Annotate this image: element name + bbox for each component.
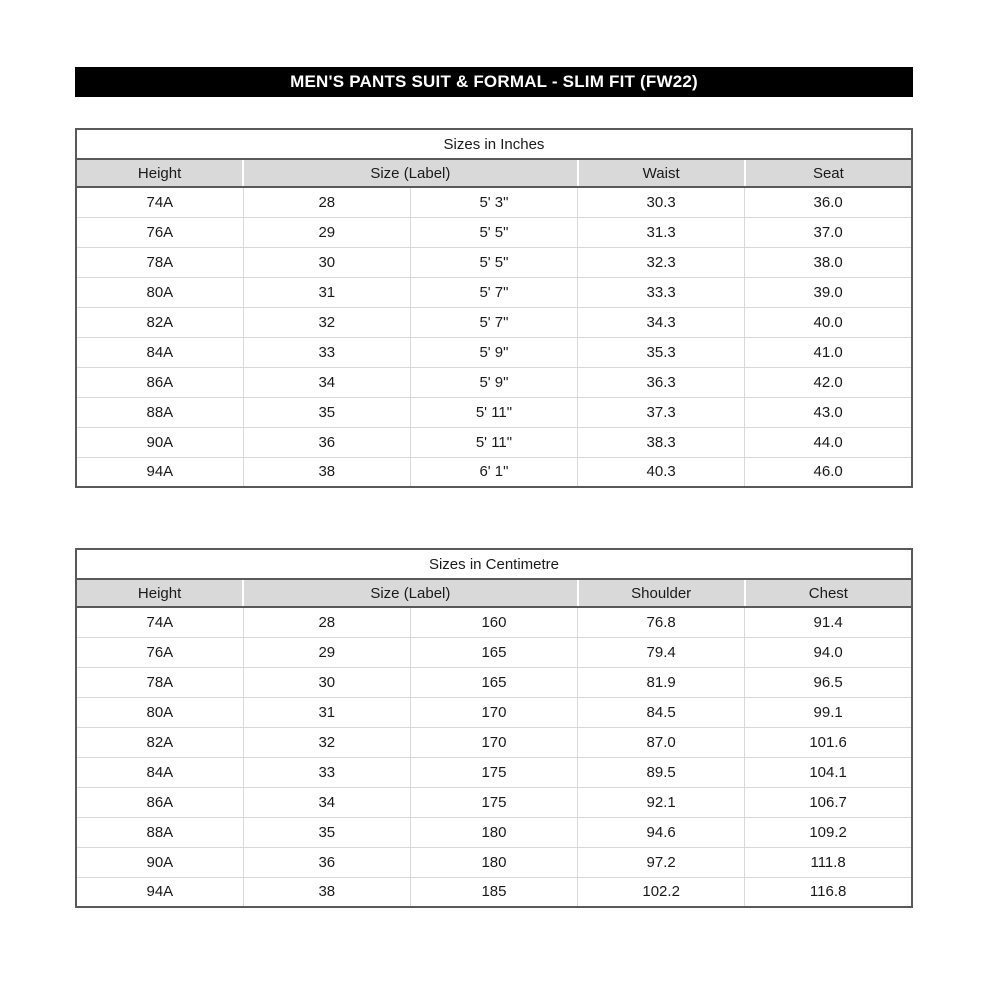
table-header-row: [76, 159, 912, 187]
table-cell: 90A: [76, 427, 243, 457]
table-cell: 35: [243, 397, 410, 427]
table-cell: 116.8: [745, 877, 912, 907]
table-cell: 29: [243, 217, 410, 247]
table-cell: 32.3: [578, 247, 745, 277]
table-cell: 84A: [76, 757, 243, 787]
table-cell: 84.5: [578, 697, 745, 727]
table-cell: 36.0: [745, 187, 912, 217]
table-cell: 42.0: [745, 367, 912, 397]
table-cell: 81.9: [578, 667, 745, 697]
table-cell: 74A: [76, 607, 243, 637]
table-cell: 34: [243, 367, 410, 397]
table-cell: 102.2: [578, 877, 745, 907]
table-row: [76, 187, 912, 217]
table-cell: 32: [243, 727, 410, 757]
table-cell: 36: [243, 427, 410, 457]
table-cell: 76.8: [578, 607, 745, 637]
table-cell: 31.3: [578, 217, 745, 247]
table-cell: 90A: [76, 847, 243, 877]
table-cell: 5' 5": [410, 247, 577, 277]
table-header-row: [76, 579, 912, 607]
table-cell: 74A: [76, 187, 243, 217]
table-cell: 40.3: [578, 457, 745, 487]
table-cell: 92.1: [578, 787, 745, 817]
table-cell: 34: [243, 787, 410, 817]
table-cell: 78A: [76, 667, 243, 697]
table-row: [76, 817, 912, 847]
table-row: [76, 307, 912, 337]
column-header-shoulder: Shoulder: [578, 579, 745, 607]
table-cell: 30: [243, 667, 410, 697]
table-cell: 29: [243, 637, 410, 667]
table-cell: 79.4: [578, 637, 745, 667]
column-header-size-label: Size (Label): [243, 159, 577, 187]
table-row: [76, 877, 912, 907]
table-cell: 91.4: [745, 607, 912, 637]
column-header-height: Height: [76, 579, 243, 607]
table-cell: 94.0: [745, 637, 912, 667]
table-cell: 33: [243, 337, 410, 367]
table-cell: 39.0: [745, 277, 912, 307]
table-cell: 5' 7": [410, 307, 577, 337]
table-cell: 6' 1": [410, 457, 577, 487]
table-cell: 37.0: [745, 217, 912, 247]
table-cell: 175: [410, 757, 577, 787]
table-cell: 76A: [76, 637, 243, 667]
table-cell: 43.0: [745, 397, 912, 427]
table-cell: 28: [243, 607, 410, 637]
table-cell: 34.3: [578, 307, 745, 337]
table-cell: 78A: [76, 247, 243, 277]
table-cell: 28: [243, 187, 410, 217]
table-cell: 94A: [76, 877, 243, 907]
table-cell: 5' 9": [410, 367, 577, 397]
table-cell: 88A: [76, 397, 243, 427]
table-cell: 175: [410, 787, 577, 817]
table-cell: 35.3: [578, 337, 745, 367]
table-row: [76, 427, 912, 457]
table-caption: Sizes in Centimetre: [76, 549, 912, 579]
table-cell: 180: [410, 817, 577, 847]
table-row: [76, 457, 912, 487]
table-row: [76, 247, 912, 277]
table-caption-row: [76, 549, 912, 579]
table-cell: 84A: [76, 337, 243, 367]
table-caption: Sizes in Inches: [76, 129, 912, 159]
table-cell: 33: [243, 757, 410, 787]
table-row: [76, 367, 912, 397]
table-cell: 87.0: [578, 727, 745, 757]
table-cell: 40.0: [745, 307, 912, 337]
table-cell: 5' 11": [410, 397, 577, 427]
table-cell: 80A: [76, 697, 243, 727]
table-cell: 30.3: [578, 187, 745, 217]
table-cell: 165: [410, 637, 577, 667]
inches-size-table: [75, 128, 913, 488]
table-row: [76, 217, 912, 247]
table-cell: 32: [243, 307, 410, 337]
table-row: [76, 667, 912, 697]
table-cell: 101.6: [745, 727, 912, 757]
table-row: [76, 607, 912, 637]
table-row: [76, 697, 912, 727]
table-row: [76, 397, 912, 427]
table-cell: 5' 11": [410, 427, 577, 457]
table-cell: 38: [243, 457, 410, 487]
centimetre-size-table: [75, 548, 913, 908]
table-cell: 180: [410, 847, 577, 877]
table-cell: 44.0: [745, 427, 912, 457]
table-cell: 86A: [76, 367, 243, 397]
table-row: [76, 757, 912, 787]
table-cell: 89.5: [578, 757, 745, 787]
table-cell: 37.3: [578, 397, 745, 427]
table-cell: 104.1: [745, 757, 912, 787]
table-cell: 86A: [76, 787, 243, 817]
column-header-height: Height: [76, 159, 243, 187]
table-cell: 35: [243, 817, 410, 847]
column-header-size-label: Size (Label): [243, 579, 577, 607]
table-row: [76, 787, 912, 817]
column-header-seat: Seat: [745, 159, 912, 187]
table-cell: 106.7: [745, 787, 912, 817]
column-header-waist: Waist: [578, 159, 745, 187]
table-cell: 38.0: [745, 247, 912, 277]
table-cell: 38: [243, 877, 410, 907]
table-cell: 170: [410, 727, 577, 757]
size-chart: [75, 67, 913, 908]
table-cell: 46.0: [745, 457, 912, 487]
table-caption-row: [76, 129, 912, 159]
table-cell: 109.2: [745, 817, 912, 847]
table-cell: 38.3: [578, 427, 745, 457]
table-row: [76, 337, 912, 367]
table-cell: 94.6: [578, 817, 745, 847]
table-cell: 82A: [76, 727, 243, 757]
table-cell: 160: [410, 607, 577, 637]
table-cell: 5' 3": [410, 187, 577, 217]
table-cell: 5' 7": [410, 277, 577, 307]
table-cell: 94A: [76, 457, 243, 487]
table-cell: 41.0: [745, 337, 912, 367]
table-row: [76, 637, 912, 667]
chart-title: MEN'S PANTS SUIT & FORMAL - SLIM FIT (FW22): [290, 72, 698, 91]
table-cell: 99.1: [745, 697, 912, 727]
table-cell: 170: [410, 697, 577, 727]
table-cell: 185: [410, 877, 577, 907]
table-cell: 96.5: [745, 667, 912, 697]
table-cell: 80A: [76, 277, 243, 307]
table-cell: 30: [243, 247, 410, 277]
table-row: [76, 277, 912, 307]
table-cell: 31: [243, 277, 410, 307]
table-row: [76, 847, 912, 877]
table-cell: 88A: [76, 817, 243, 847]
table-cell: 165: [410, 667, 577, 697]
table-cell: 76A: [76, 217, 243, 247]
table-cell: 5' 5": [410, 217, 577, 247]
table-cell: 31: [243, 697, 410, 727]
table-cell: 36: [243, 847, 410, 877]
table-row: [76, 727, 912, 757]
table-cell: 111.8: [745, 847, 912, 877]
table-cell: 5' 9": [410, 337, 577, 367]
table-cell: 33.3: [578, 277, 745, 307]
column-header-chest: Chest: [745, 579, 912, 607]
table-cell: 82A: [76, 307, 243, 337]
table-cell: 97.2: [578, 847, 745, 877]
chart-title-bar: [75, 67, 913, 97]
table-cell: 36.3: [578, 367, 745, 397]
